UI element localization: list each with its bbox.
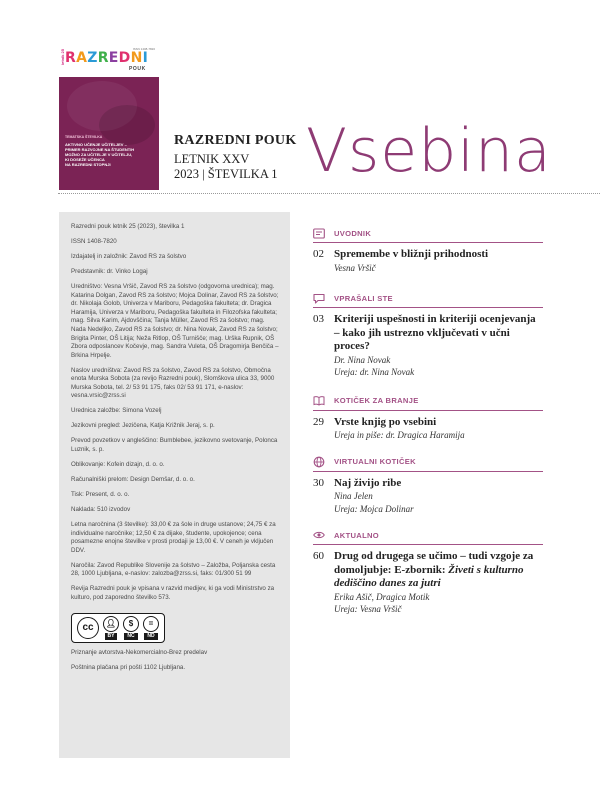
magazine-title: RAZREDNI POUK <box>174 133 297 148</box>
cc-by-icon: 👤︎ <box>103 616 119 632</box>
colophon-board: Uredništvo: Vesna Vršič, Zavod RS za šolstvo (odgovorna urednica); mag. Katarina Dolgan, Zavod RS za šolstvo; Mojca Dolinar, Zavod RS za šolstvo; dr. Nikolaja Golob, Univerza v Mariboru, Pedagoška fakulteta; dr. Dragica Haramija, Univerza v Mariboru, Pedagoška fakulteta in Filozofska fakulteta; mag. Silva Karim, Ajdovščina; Tanja Müller, Zavod RS za šolstvo; mag. Nada Nedeljko, Zavod RS za šolstvo; dr. Nina Novak, Zavod RS za šolstvo; Brigita Pinter, OŠ Litija; Neža Ritlop, OŠ Turnišče; mag. Urška Rupnik, OŠ Zbora odposlancev Kočevje, mag. Sandra Vuleta, OŠ Dragomirja Benčiča – Brkina Hrpelje. <box>71 282 279 359</box>
toc-entry-title[interactable] <box>334 416 543 430</box>
toc-section-label: KOTIČEK ZA BRANJE <box>334 396 419 405</box>
toc-page-number: 60 <box>313 550 324 562</box>
cover-headline: AKTIVNO UČENJE UČITELJEV – PRIMER RAZVOJNE NA ŠTUDENTIH MOŽNO ZA UČITELJE V UČITELJU, KI DOSEŽE UČENCA NA RAZREDNI STOPNJI <box>65 142 135 167</box>
eye-icon <box>313 529 325 541</box>
cover-logo-letter: Z <box>87 50 98 66</box>
cc-nc-icon: $ <box>123 616 139 632</box>
colophon-run: Naklada: 510 izvodov <box>71 505 131 513</box>
colophon-address: Naslov uredništva: Zavod RS za šolstvo, Zavod RS za šolstvo, Območna enota Murska Sobota (za revijo Razredni pouk), Slomškova ulica 33, 9000 Murska Sobota, tel. 2/ 53 91 175, faks 02/ 53 91 171, e-naslov: vesna.vrsic@zrss.si <box>71 366 275 400</box>
toc-section <box>313 455 543 516</box>
cover-side-label: letnik 25 <box>60 49 65 66</box>
cover-logo-letter: R <box>97 50 109 66</box>
toc-entry-title-text: Kriteriji uspešnosti in kriteriji ocenjevanja – kako jih ustrezno vključevati v učni proces? <box>334 313 536 352</box>
toc-section-label: VPRAŠALI STE <box>334 293 393 303</box>
editorial-icon <box>313 227 325 239</box>
toc-section-label: VIRTUALNI KOTIČEK <box>334 457 416 466</box>
toc-section-header <box>313 455 543 472</box>
toc-section <box>313 226 543 274</box>
colophon-representative: Predstavnik: dr. Vinko Logaj <box>71 267 148 275</box>
colophon-panel <box>59 212 290 758</box>
toc-section-header <box>313 528 543 545</box>
toc-section-header <box>313 291 543 308</box>
book-icon <box>313 395 325 407</box>
cover-logo-letter: N <box>130 50 143 66</box>
cover-issn: ISSN 1408-7820 <box>132 47 155 51</box>
cc-nd-icon: = <box>143 616 159 632</box>
cc-nc-label: NC <box>124 633 137 640</box>
page-title: Vsebina <box>306 116 552 186</box>
cover-logo-letter: E <box>108 50 119 66</box>
toc-section-header <box>313 226 543 243</box>
cover-logo-letter: I <box>142 50 149 66</box>
toc-entry-title-text: Naj živijo ribe <box>334 476 402 489</box>
toc-page-number: 02 <box>313 248 324 260</box>
cover-logo-sub: POUK <box>129 66 146 72</box>
colophon-translation: Prevod povzetkov v angleščino: Bumblebee, jezikovno svetovanje, Polonca Luznik, s. p. <box>71 437 278 453</box>
toc-section <box>313 394 543 442</box>
toc-entry[interactable] <box>313 416 543 442</box>
toc-entry[interactable] <box>313 477 543 516</box>
colophon-issn: ISSN 1408-7820 <box>71 237 117 245</box>
toc-entry-credit: Nina Jelen <box>334 491 373 501</box>
colophon-register: Revija Razredni pouk je vpisana v razvid medijev, ki ga vodi Ministrstvo za kulturo, pod zaporedno številko 573. <box>71 585 275 601</box>
globe-icon <box>313 456 325 468</box>
toc-entry-credit: Ureja: Mojca Dolinar <box>334 503 414 514</box>
toc-entry-title[interactable] <box>334 477 543 491</box>
toc-entry-title[interactable] <box>334 313 543 354</box>
chat-icon <box>313 292 325 304</box>
toc-section-label: AKTUALNO <box>334 530 380 540</box>
toc-entry-body <box>334 313 543 379</box>
toc-entry-title-italic: Živeti s kulturno dediščino danes za jutri <box>334 563 524 589</box>
toc-entry-credit: Ureja: Vesna Vršič <box>334 604 402 614</box>
cc-nd-label: ND <box>144 633 157 640</box>
cover-illustration-shadow <box>99 105 155 145</box>
colophon-print: Tisk: Present, d. o. o. <box>71 490 130 498</box>
toc-entry-body <box>334 416 543 442</box>
volume-label: LETNIK XXV <box>174 152 250 166</box>
toc-page-number: 03 <box>313 313 324 325</box>
colophon-postage: Poštnina plačana pri pošti 1102 Ljubljana. <box>71 663 186 671</box>
toc-section <box>313 528 543 616</box>
toc-entry-body <box>334 477 543 516</box>
toc-entry-credit: Vesna Vršič <box>334 262 376 273</box>
toc-entry-credit: Ureja: dr. Nina Novak <box>334 367 415 377</box>
colophon-orders: Naročila: Zavod Republike Slovenije za šolstvo – Založba, Poljanska cesta 28, 1000 Ljubljana, e-naslov: zalozba@zrss.si, faks: 01/300 51 99 <box>71 561 276 578</box>
toc-section-label: UVODNIK <box>334 228 372 238</box>
toc-entry[interactable] <box>313 248 543 274</box>
colophon-license: Priznanje avtorstva-Nekomercialno-Brez predelav <box>71 648 208 656</box>
cover-logo-letter: R <box>65 50 77 66</box>
toc-page-number: 29 <box>313 415 324 428</box>
toc-entry-body <box>334 248 543 274</box>
toc-entry-title-text: Drug od drugega se učimo – tudi vzgoje za domoljubje: E-zbornik: <box>334 550 534 576</box>
colophon-intro-text: Razredni pouk letnik 25 (2023), številka 1 <box>71 223 185 230</box>
toc-section <box>313 291 543 379</box>
toc-section-header <box>313 394 543 411</box>
colophon-intro <box>71 223 279 232</box>
header-divider <box>58 193 600 194</box>
cover-logo <box>65 51 148 65</box>
toc-entry-credit: Erika Ašič, Dragica Motik <box>334 591 430 602</box>
cc-icon: cc <box>77 617 99 639</box>
toc-entry-body <box>334 550 543 616</box>
cover-logo-letter: A <box>76 50 88 66</box>
toc-entry-title-text: Vrste knjig po vsebini <box>334 415 437 428</box>
cover-thumbnail <box>59 45 159 190</box>
toc-entry[interactable] <box>313 550 543 616</box>
colophon-language: Jezikovni pregled: Jezičena, Katja Križnik Jeraj, s. p. <box>71 422 215 430</box>
toc-entry-title-text: Spremembe v bližnji prihodnosti <box>334 248 489 260</box>
toc-entry-title[interactable] <box>334 550 543 591</box>
cc-license-badge <box>71 613 165 643</box>
toc-entry-credit: Dr. Nina Novak <box>334 354 391 365</box>
colophon-layout: Računalniški prelom: Design Demšar, d. o. o. <box>71 475 195 483</box>
colophon-publisher: Izdajatelj in založnik: Zavod RS za šolstvo <box>71 252 187 260</box>
issue-label: 2023 | ŠTEVILKA 1 <box>174 167 278 181</box>
toc-entry-credit: Ureja in piše: dr. Dragica Haramija <box>334 430 465 440</box>
cover-logo-letter: D <box>118 50 131 66</box>
colophon-design: Oblikovanje: Kofein dizajn, d. o. o. <box>71 460 165 468</box>
toc-entry[interactable] <box>313 313 543 379</box>
colophon-editor: Urednica založbe: Simona Vozelj <box>71 407 162 415</box>
toc-entry-title[interactable] <box>334 248 543 262</box>
toc-page-number: 30 <box>313 476 324 489</box>
table-of-contents <box>313 226 543 616</box>
colophon-subscription: Letna naročnina (3 številke): 33,00 € za šole in druge ustanove; 24,75 € za individualne naročnike; 12,50 € za dijake, študente, upokojence; cena posamezne enojne številke v prosti prodaji je 13,00 €. V ceneh je vključen DDV. <box>71 520 276 554</box>
cc-by-label: BY <box>105 633 118 640</box>
colophon-text <box>71 223 279 679</box>
cover-kicker: TEMATSKA ŠTEVILKA <box>65 135 103 139</box>
